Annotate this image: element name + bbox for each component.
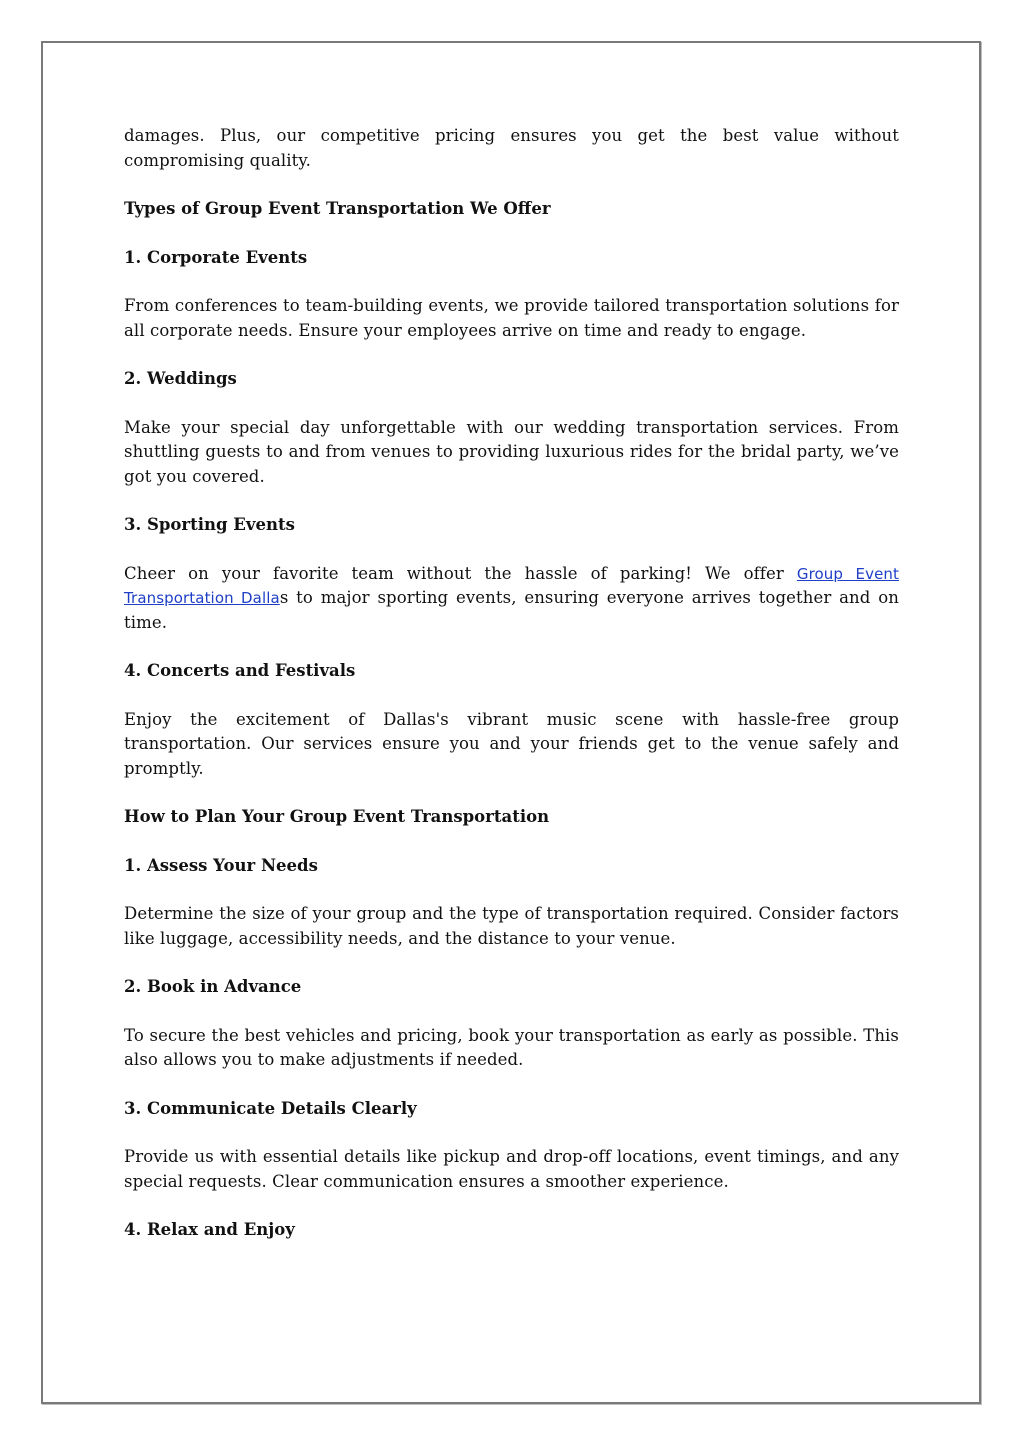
sporting-text-before-link: Cheer on your favorite team without the hassle of parking! We offer: [124, 563, 797, 583]
sporting-events-paragraph: [124, 562, 899, 636]
weddings-heading: 2. Weddings: [124, 369, 237, 388]
book-advance-paragraph: To secure the best vehicles and pricing, book your transportation as early as possible. This also allows you to make adjustments if needed.: [124, 1025, 899, 1069]
corporate-events-paragraph: From conferences to team-building events, we provide tailored transportation solutions for all corporate needs. Ensure your employees arrive on time and ready to engage.: [124, 296, 899, 340]
concerts-heading: 4. Concerts and Festivals: [124, 661, 356, 680]
sporting-events-heading: 3. Sporting Events: [124, 515, 295, 534]
assess-needs-paragraph: Determine the size of your group and the type of transportation required. Consider factors like luggage, accessibility needs, and the distance to your venue.: [124, 904, 899, 948]
group-event-transportation-link[interactable]: Group Event Transportation Dalla: [124, 564, 899, 607]
sporting-text-after-link: s to major sporting events, ensuring everyone arrives together and on time.: [124, 588, 899, 632]
plan-section-heading: How to Plan Your Group Event Transportation: [124, 807, 550, 826]
weddings-paragraph: Make your special day unforgettable with our wedding transportation services. From shuttling guests to and from venues to providing luxurious rides for the bridal party, we’ve got you covered.: [124, 417, 899, 486]
types-section-heading: Types of Group Event Transportation We Offer: [124, 199, 551, 218]
assess-needs-heading: 1. Assess Your Needs: [124, 855, 318, 875]
communicate-paragraph: Provide us with essential details like pickup and drop-off locations, event timings, and any special requests. Clear communication ensures a smoother experience.: [124, 1147, 899, 1191]
intro-paragraph: damages. Plus, our competitive pricing ensures you get the best value without compromising quality.: [124, 126, 899, 170]
corporate-events-heading: 1. Corporate Events: [124, 247, 308, 267]
concerts-paragraph: Enjoy the excitement of Dallas's vibrant music scene with hassle-free group transportation. Our services ensure you and your friends get to the venue safely and promptly.: [124, 709, 899, 778]
document-body: [124, 124, 899, 1267]
book-advance-heading: 2. Book in Advance: [124, 977, 302, 996]
communicate-heading: 3. Communicate Details Clearly: [124, 1098, 417, 1118]
relax-enjoy-heading: 4. Relax and Enjoy: [124, 1220, 295, 1239]
